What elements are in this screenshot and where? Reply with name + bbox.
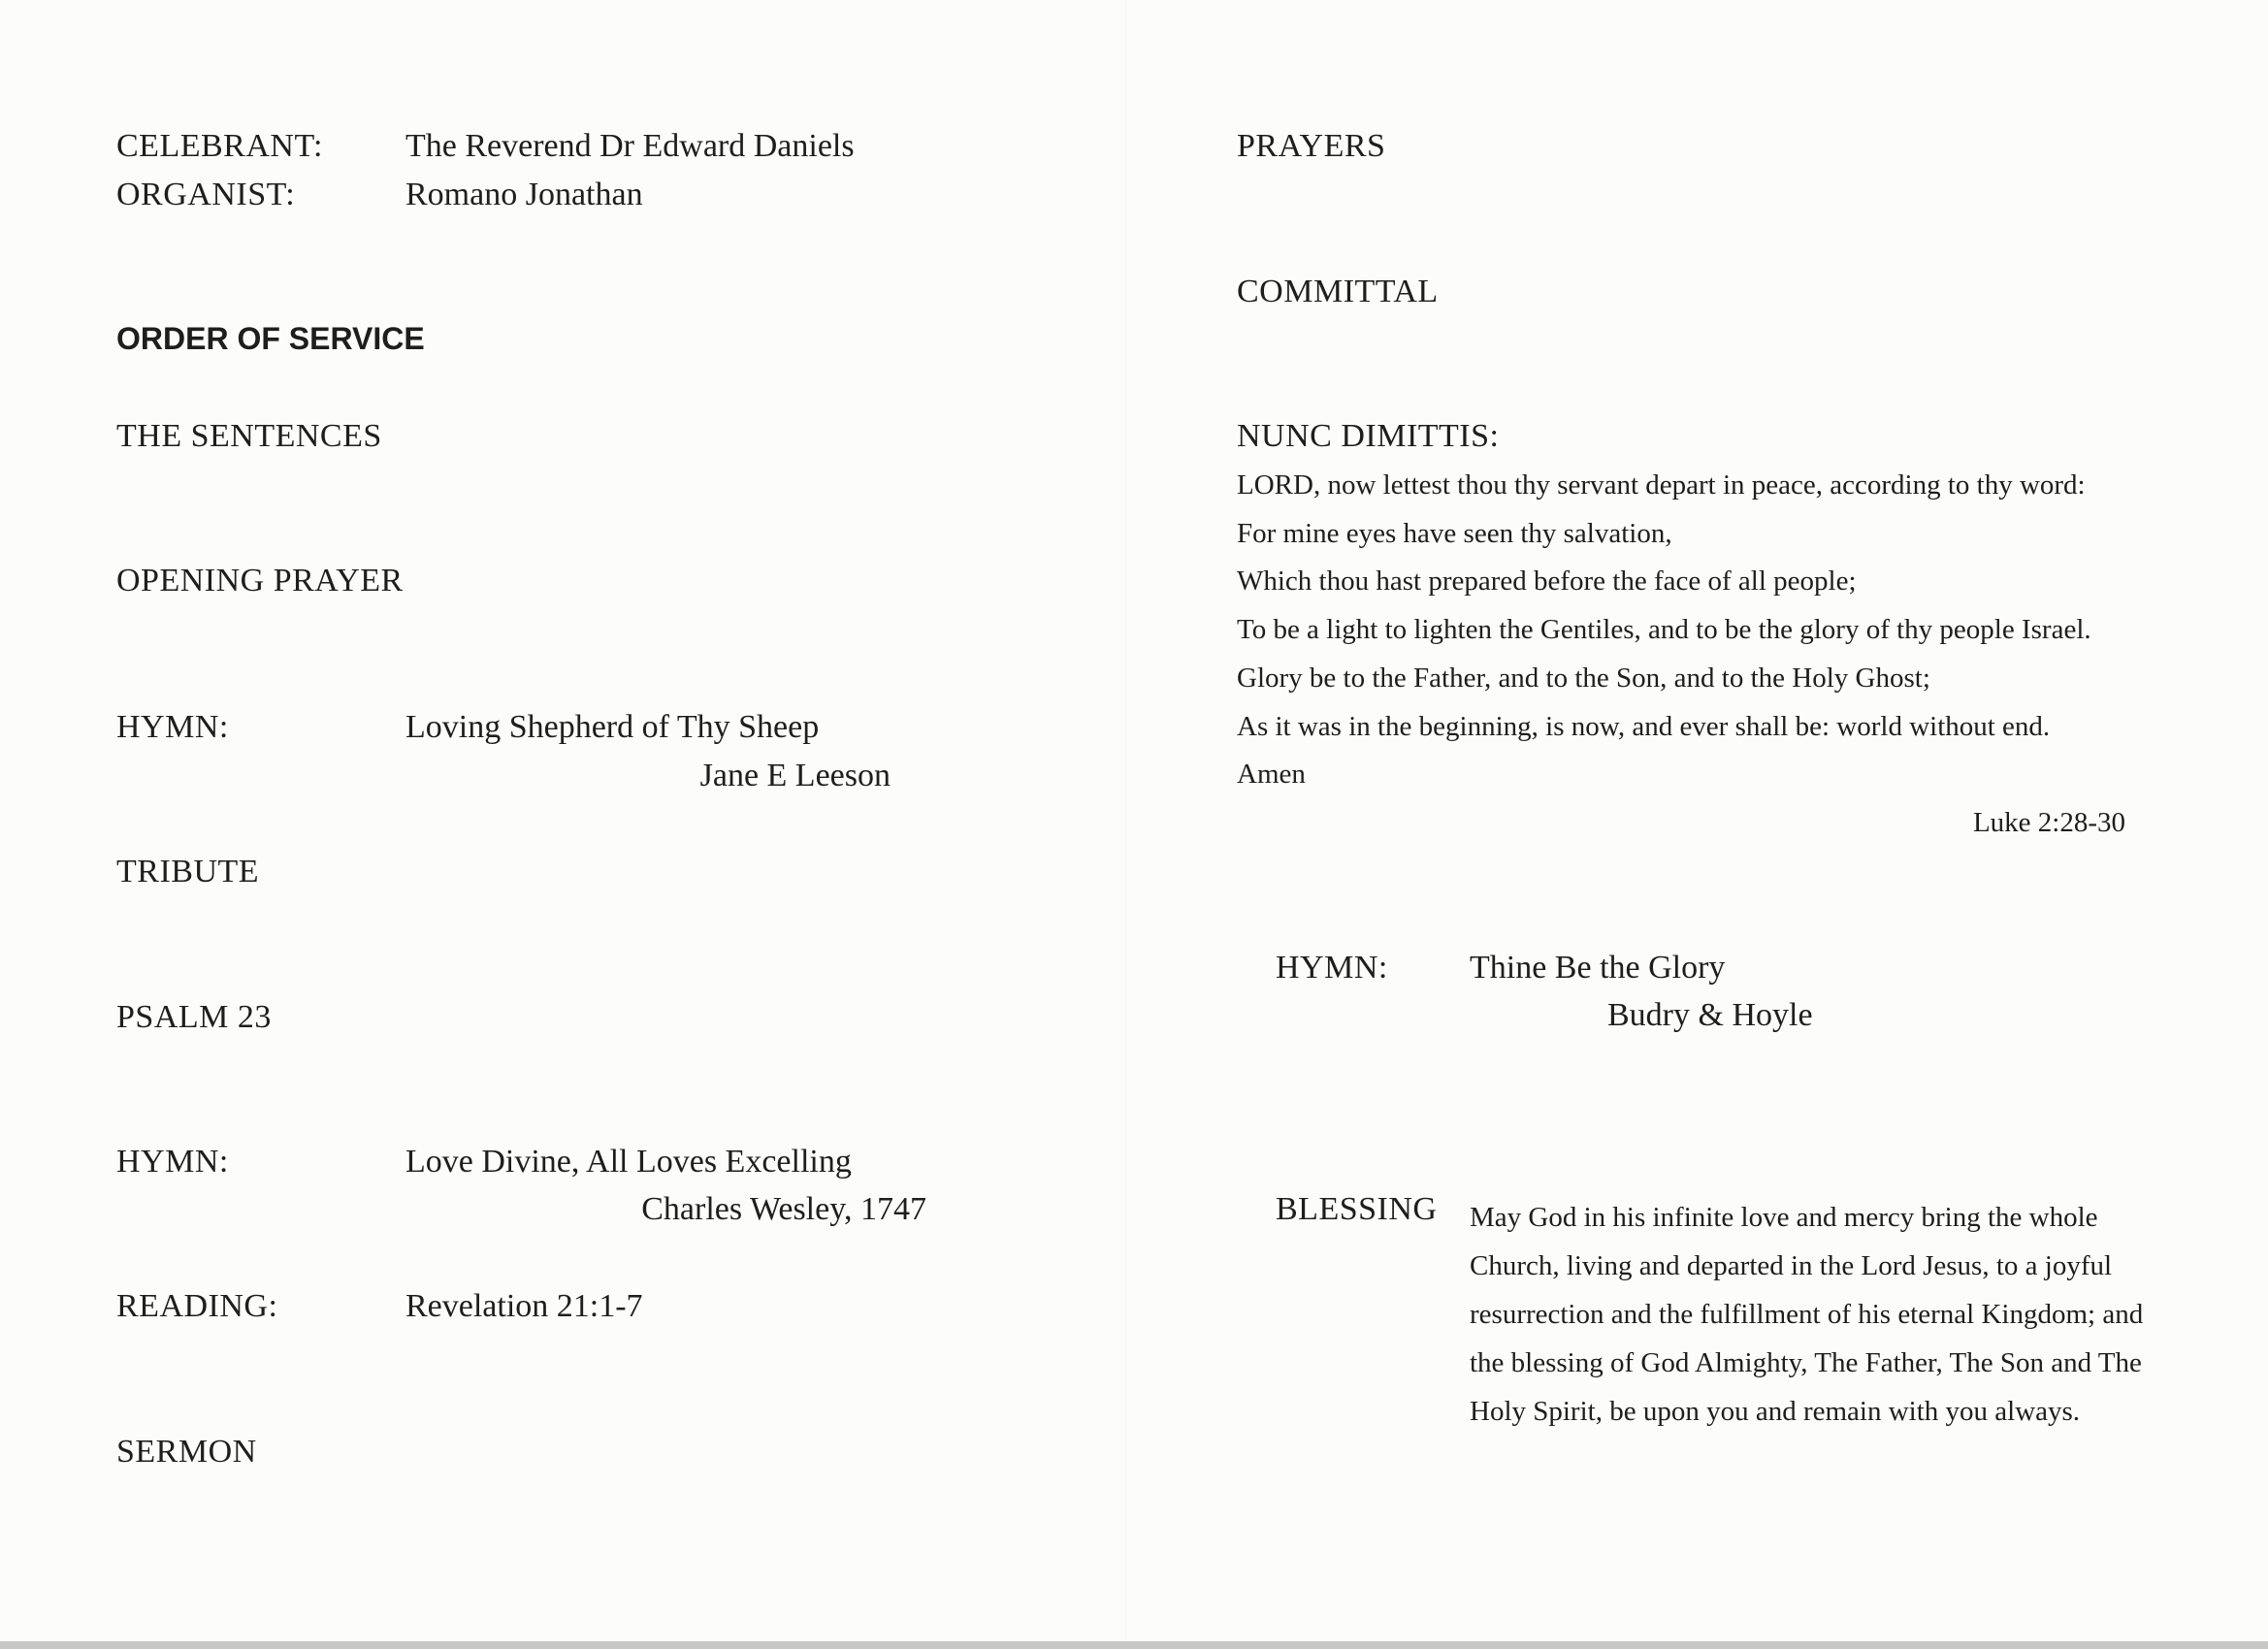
- celebrant-name: The Reverend Dr Edward Daniels: [405, 128, 855, 164]
- blessing-text: May God in his infinite love and mercy bring the whole Church, living and departed in the Lord Jesus, to a joyful resurrection and the fulfillment of his eternal Kingdom; and the blessing of God Almighty, The Father, The Son and The Holy Spirit, be upon you and remain with you always.: [1470, 1202, 2144, 1427]
- hymn2-title: Love Divine, All Loves Excelling: [405, 1144, 852, 1180]
- organist-name: Romano Jonathan: [405, 177, 643, 212]
- reading-reference: Revelation 21:1-7: [405, 1288, 643, 1324]
- hymn1-author: Jane E Leeson: [699, 758, 891, 793]
- organist-label: ORGANIST:: [116, 177, 296, 212]
- prayers-item: PRAYERS: [1237, 128, 1386, 164]
- nunc-line: To be a light to lighten the Gentiles, and to be the glory of thy people Israel.: [1237, 614, 2091, 645]
- nunc-line: Glory be to the Father, and to the Son, and to the Holy Ghost;: [1237, 663, 1930, 694]
- blessing-label: BLESSING: [1276, 1191, 1438, 1227]
- page-fold: [1125, 0, 1127, 1649]
- hymn3-label: HYMN:: [1276, 950, 1388, 986]
- sentences-item: THE SENTENCES: [116, 418, 382, 454]
- hymn2-author: Charles Wesley, 1747: [641, 1191, 926, 1227]
- opening-prayer-item: OPENING PRAYER: [116, 563, 404, 598]
- psalm-item: PSALM 23: [116, 999, 272, 1035]
- nunc-line: LORD, now lettest thou thy servant depart in peace, according to thy word:: [1237, 469, 2086, 501]
- nunc-reference: Luke 2:28-30: [1972, 807, 2125, 838]
- nunc-line: Which thou hast prepared before the face of all people;: [1237, 566, 1857, 597]
- celebrant-label: CELEBRANT:: [116, 128, 323, 164]
- reading-label: READING:: [116, 1288, 278, 1324]
- sermon-item: SERMON: [116, 1434, 257, 1470]
- hymn1-label: HYMN:: [116, 709, 229, 745]
- nunc-line: For mine eyes have seen thy salvation,: [1237, 518, 1672, 549]
- nunc-line: As it was in the beginning, is now, and ever shall be: world without end.: [1237, 711, 2051, 742]
- order-of-service-heading: ORDER OF SERVICE: [116, 321, 425, 356]
- left-page: [0, 0, 1125, 1649]
- hymn1-title: Loving Shepherd of Thy Sheep: [405, 709, 820, 745]
- hymn3-author: Budry & Hoyle: [1607, 997, 1813, 1033]
- hymn2-label: HYMN:: [116, 1144, 229, 1180]
- scan-bottom-edge: [0, 1641, 2268, 1649]
- nunc-dimittis-heading: NUNC DIMITTIS:: [1237, 418, 1500, 454]
- tribute-item: TRIBUTE: [116, 854, 260, 889]
- committal-item: COMMITTAL: [1237, 274, 1439, 309]
- hymn3-title: Thine Be the Glory: [1470, 950, 1726, 986]
- nunc-line: Amen: [1237, 759, 1306, 790]
